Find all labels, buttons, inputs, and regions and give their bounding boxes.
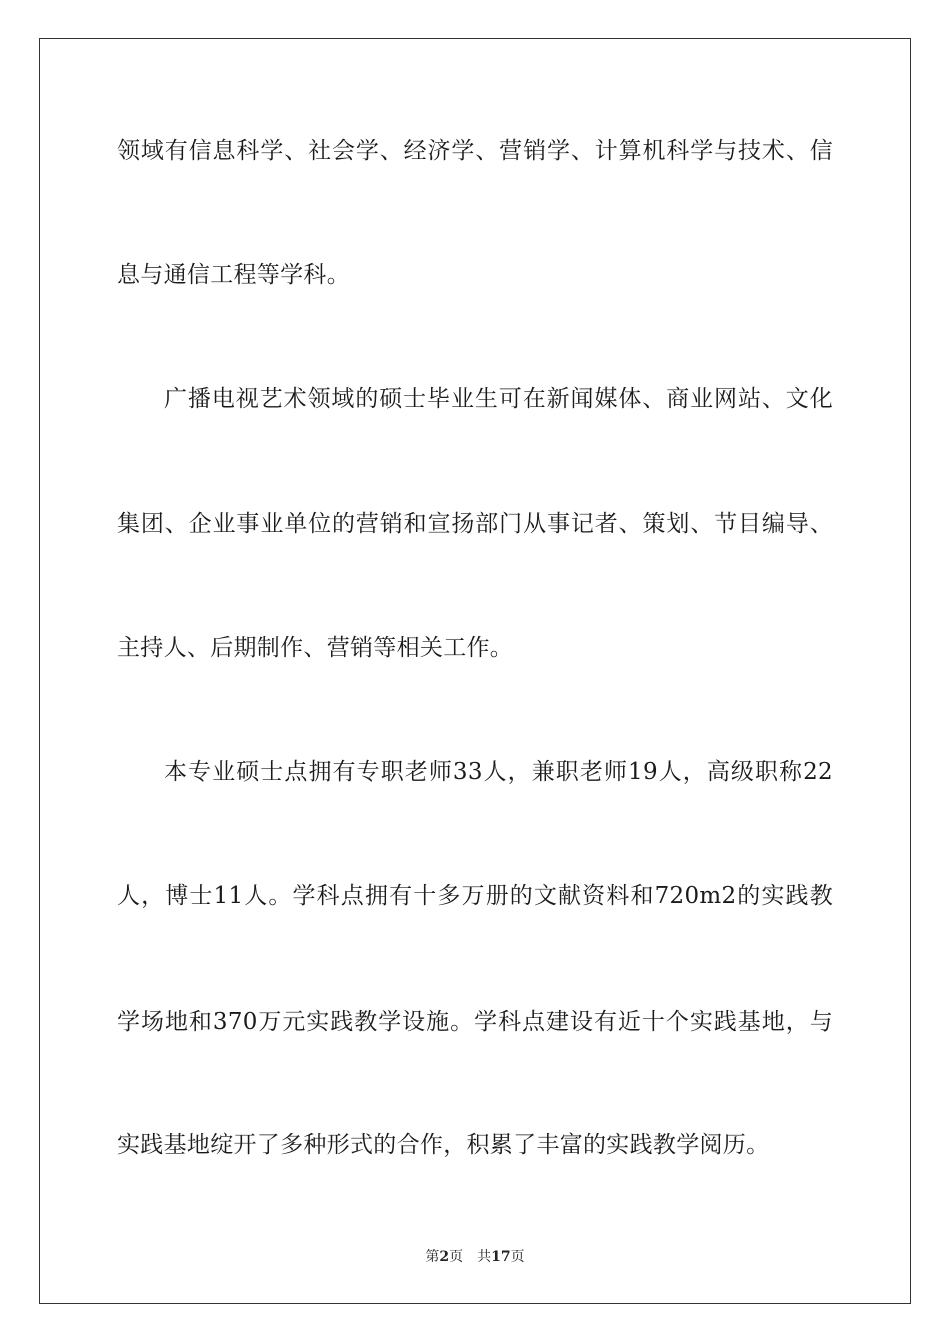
body-line-2: 息与通信工程等学科。 [117, 262, 350, 288]
page-footer [0, 1248, 950, 1266]
paragraph-3-line-4: 实践基地绽开了多种形式的合作，积累了丰富的实践教学阅历。 [117, 1132, 770, 1158]
paragraph-3-line-1: 本专业硕士点拥有专职老师33人，兼职老师19人，高级职称22 [164, 759, 833, 785]
total-prefix: 共 [477, 1249, 492, 1265]
page-number: 2 [439, 1249, 450, 1265]
body-line-1: 领域有信息科学、社会学、经济学、营销学、计算机科学与技术、信 [117, 138, 833, 164]
paragraph-2-line-3: 主持人、后期制作、营销等相关工作。 [117, 635, 514, 661]
paragraph-2-line-1: 广播电视艺术领域的硕士毕业生可在新闻媒体、商业网站、文化 [164, 386, 833, 412]
page-prefix: 第 [425, 1249, 440, 1265]
total-suffix: 页 [510, 1249, 525, 1265]
paragraph-3-line-3: 学场地和370万元实践教学设施。学科点建设有近十个实践基地，与 [117, 1009, 833, 1035]
paragraph-2-line-2: 集团、企业事业单位的营销和宣扬部门从事记者、策划、节目编导、 [117, 511, 833, 537]
page-suffix: 页 [449, 1249, 464, 1265]
paragraph-3-line-2: 人，博士11人。学科点拥有十多万册的文献资料和720m2的实践教 [117, 883, 833, 909]
page-border [39, 38, 911, 1304]
page-total: 17 [491, 1249, 511, 1265]
